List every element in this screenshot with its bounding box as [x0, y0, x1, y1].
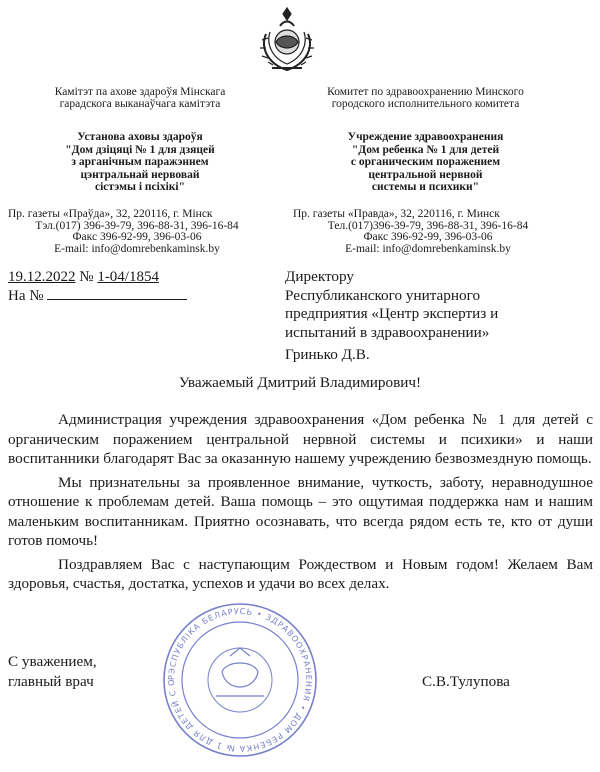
paragraph: Администрация учреждения здравоохранения «Дом ребенка № 1 для детей с органическим поражением центральной нервной системы и психики» и наши воспитанники благодарят Вас за оказанную нашему учреждению безвозмездную помощь. — [8, 411, 593, 467]
address-ru: Пр. газеты «Правда», 32, 220116, г. Минск Тел.(017)396-39-79, 396-88-31, 396-16-84 Факс 396-92-99, 396-03-06 E-mail: info@domrebenkaminsk.by — [293, 208, 529, 255]
signatory-name: С.В.Тулупова — [422, 673, 510, 690]
svg-text:РЭСПУБЛІКА БЕЛАРУСЬ • ЗДРАВООХ: РЭСПУБЛІКА БЕЛАРУСЬ • ЗДРАВООХРАНЕНИЯ • ДОМ РЕБЕНКА № 1 ДЛЯ ДЕТЕЙ С О — [166, 606, 314, 754]
ref-number: 1-04/1854 — [97, 269, 159, 285]
ref-date: 19.12.2022 — [8, 269, 76, 285]
belarus-coat-of-arms-icon — [252, 4, 322, 74]
salutation: Уважаемый Дмитрий Владимирович! — [178, 374, 422, 391]
outgoing-reference — [8, 268, 159, 286]
header-russian — [293, 86, 558, 194]
paragraph: Поздравляем Вас с наступающим Рождеством и Новым годом! Желаем Вам здоровья, счастья, достатка, успехов и удачи во всех делах. — [8, 555, 593, 592]
incoming-label: На № — [8, 288, 44, 304]
incoming-reference — [8, 286, 187, 305]
address-by: Пр. газеты «Праўда», 32, 220116, г. Мінск Тэл.(017) 396-39-79, 396-88-31, 396-16-84 Факс 396-92-99, 396-03-06 E-mail: info@domrebenkaminsk.by — [8, 208, 239, 255]
paragraph: Мы признательны за проявленное внимание, чуткость, заботу, неравнодушное отношение к проблемам детей. Ваша помощь – это ощутимая поддержка нам и нашим маленьким воспитанникам. Приятно осознавать, что всегда рядом есть те, кто от души готов помочь! — [8, 473, 593, 549]
institution-by: Установа аховы здароўя "Дом дзіцяці № 1 для дзяцей з арганічным паражэннем цэнтральнай нервовай сістэмы і псіхікі" — [65, 131, 215, 193]
header-belarusian — [15, 86, 265, 194]
closing: С уважением, главный врач — [8, 653, 97, 690]
incoming-blank-line — [47, 286, 187, 300]
official-round-stamp-icon — [160, 600, 320, 760]
recipient-block: Директору Республиканского унитарного предприятия «Центр экспертиз и испытаний в здравоохранении» Гринько Д.В. — [285, 268, 499, 363]
ministry-by: Камітэт па ахове здароўя Мінскага гарадскога выканаўчага камітэта — [54, 86, 226, 110]
institution-ru: Учреждение здравоохранения "Дом ребенка № 1 для детей с органическим поражением центральной нервной системы и психики" — [347, 131, 504, 193]
letter-body — [8, 410, 593, 594]
ref-num-label: № — [79, 269, 94, 285]
ministry-ru: Комитет по здравоохранению Минского городского исполнительного комитета — [327, 86, 524, 110]
